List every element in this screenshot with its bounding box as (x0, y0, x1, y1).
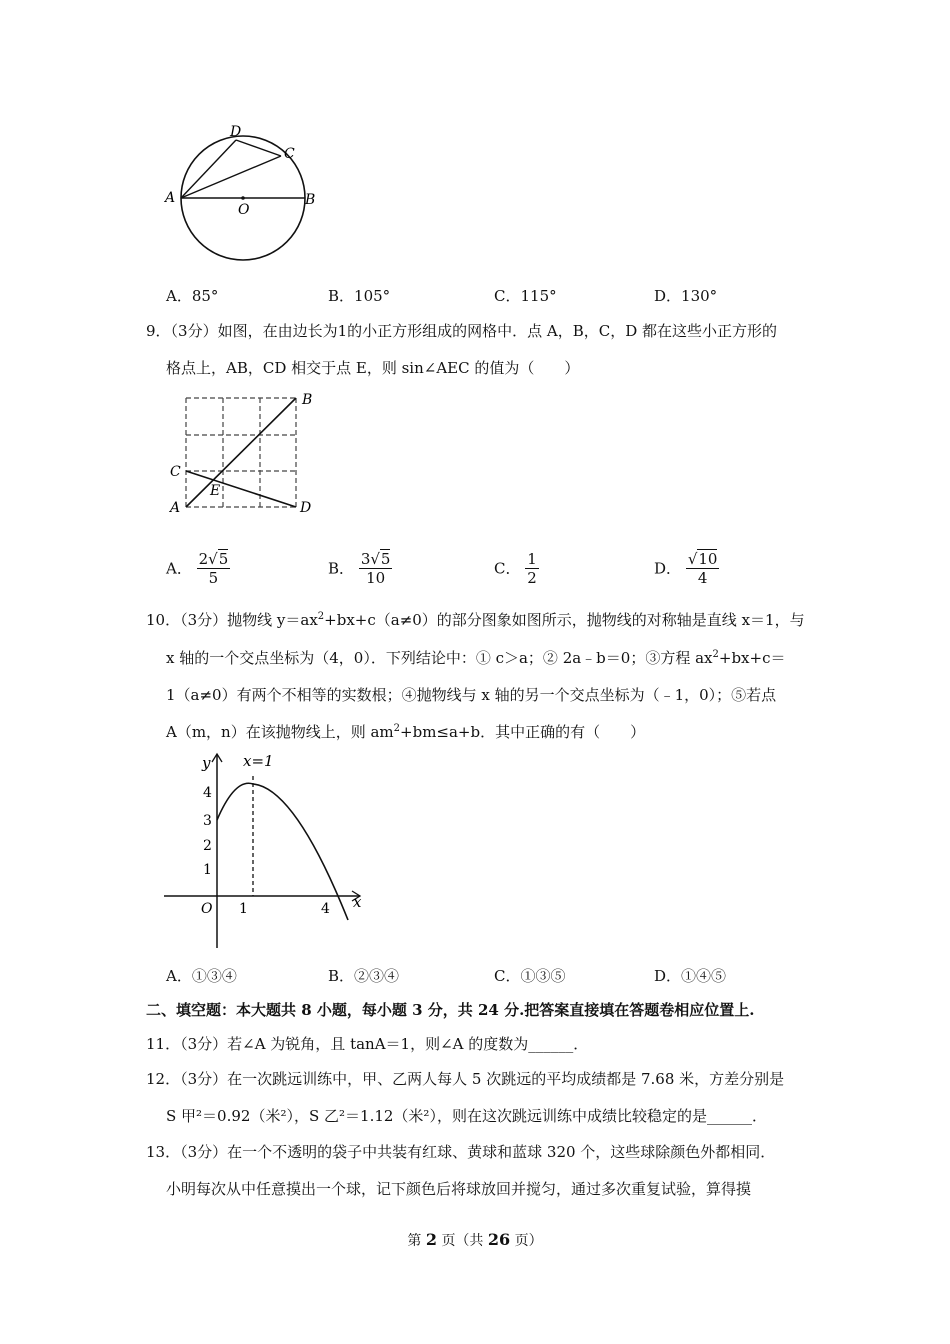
q10-option-c[interactable]: C．①③⑤ (494, 967, 566, 985)
x-tick-4: 4 (321, 901, 330, 917)
symmetry-axis-label: x=1 (243, 752, 274, 770)
q10-option-d[interactable]: D．①④⑤ (654, 967, 727, 985)
label-A: A (165, 190, 176, 206)
q11-stem: 11．（3分）若∠A 为锐角，且 tanA＝1，则∠A 的度数为______． (146, 1035, 589, 1053)
origin-label: O (201, 901, 213, 917)
q10-stem-line4: A（m，n）在该抛物线上，则 $am^2+bm\le a+b$．其中正确的有（ ） (166, 723, 646, 741)
label-D: D (300, 500, 312, 516)
q13-stem-line1: 13．（3分）在一个不透明的袋子中共装有红球、黄球和蓝球 320 个，这些球除颜色外都相同． (146, 1143, 776, 1161)
q9-stem-line2: 格点上，AB，CD 相交于点 E，则 sin∠AEC 的值为（ ） (166, 359, 580, 377)
q9-option-d[interactable]: D． $\frac{√10}{4}$ (654, 550, 718, 587)
q8-option-c[interactable]: C．115° (494, 287, 557, 305)
y-axis-label: y (202, 754, 211, 772)
q12-stem-line2: S 甲²＝0.92（米²），S 乙²＝1.12（米²），则在这次跳远训练中成绩比较稳定的是______． (166, 1107, 767, 1125)
label-O: O (238, 202, 250, 218)
x-tick-1: 1 (239, 901, 248, 917)
label-C: C (170, 464, 181, 480)
section-2-heading: 二、填空题：本大题共 8 小题，每小题 3 分，共 24 分.把答案直接填在答题卷相应位置上. (146, 1001, 755, 1019)
label-C: C (284, 146, 295, 162)
q8-option-d[interactable]: D．130° (654, 287, 718, 305)
label-E: E (210, 483, 221, 499)
q8-option-a[interactable]: A．85° (166, 287, 219, 305)
q8-option-b[interactable]: B．105° (328, 287, 391, 305)
q9-stem-line1: 9．（3分）如图，在由边长为1的小正方形组成的网格中．点 A，B，C，D 都在这些小正方形的 (146, 322, 778, 340)
y-tick-4: 4 (203, 785, 212, 801)
q8-circle-figure (160, 118, 330, 278)
label-A: A (170, 500, 181, 516)
x-axis-label: x (353, 893, 362, 911)
q10-parabola-graph (160, 748, 370, 953)
y-tick-2: 2 (203, 838, 212, 854)
q10-stem-line1: 10．（3分）抛物线 $y=ax^2+bx+c(a\ne 0)$的部分图象如图所示，抛物线的对称轴是直线 x＝1，与 (146, 611, 805, 629)
q10-stem-line2: x 轴的一个交点坐标为（4，0）．下列结论中：① c＞a；② 2a﹣b＝0；③方程 $ax^2+bx+c=$ (166, 649, 786, 667)
q13-stem-line2: 小明每次从中任意摸出一个球，记下颜色后将球放回并搅匀，通过多次重复试验，算得摸 (166, 1180, 752, 1198)
y-tick-3: 3 (203, 813, 212, 829)
page-number: 2 (425, 1230, 437, 1249)
label-B: B (302, 392, 313, 408)
q10-stem-line3: 1（a≠0）有两个不相等的实数根；④抛物线与 x 轴的另一个交点坐标为（﹣1，0）；⑤若点 (166, 686, 777, 704)
q9-option-a[interactable]: A． $\frac{2√5}{5}$ (166, 550, 229, 587)
label-D: D (230, 124, 242, 140)
label-B: B (305, 192, 316, 208)
y-tick-1: 1 (203, 862, 212, 878)
q10-option-b[interactable]: B．②③④ (328, 967, 400, 985)
page-total: 26 (487, 1230, 511, 1249)
q9-grid-figure (166, 390, 326, 520)
q9-option-c[interactable]: C． $\frac{1}{2}$ (494, 550, 537, 587)
page-footer: 第 2 页（共 26 页） (407, 1230, 543, 1249)
q12-stem-line1: 12．（3分）在一次跳远训练中，甲、乙两人每人 5 次跳远的平均成绩都是 7.68 米，方差分别是 (146, 1070, 785, 1088)
q10-option-a[interactable]: A．①③④ (166, 967, 237, 985)
q9-option-b[interactable]: B． $\frac{3√5}{10}$ (328, 550, 391, 587)
